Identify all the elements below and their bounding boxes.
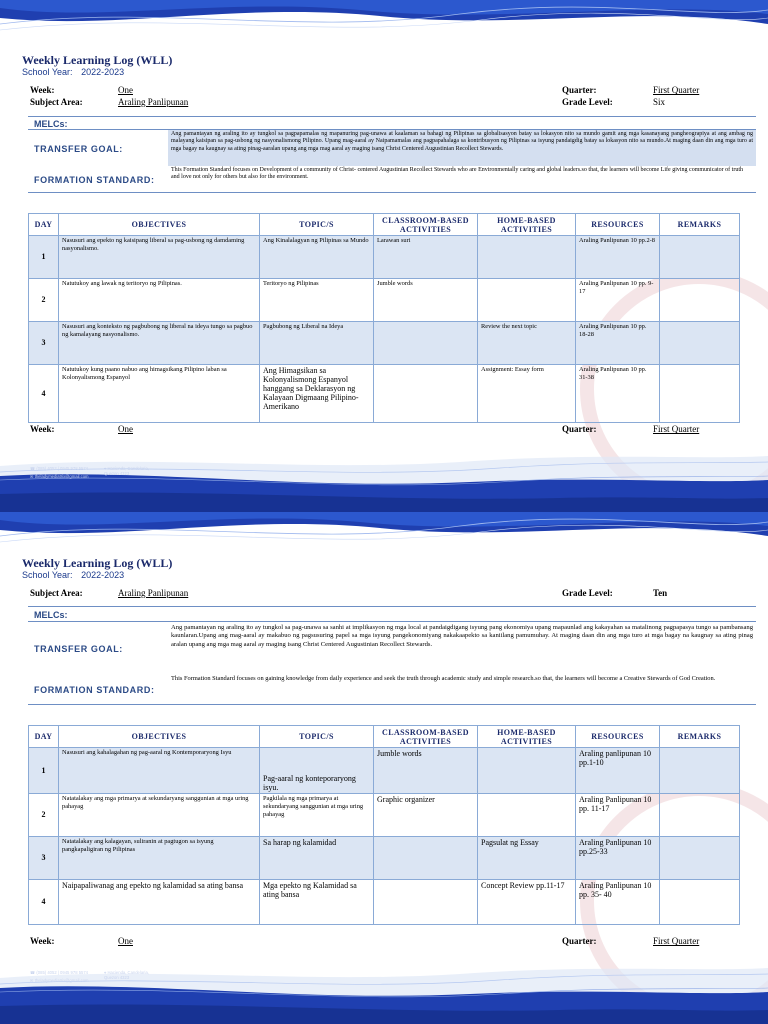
day-cell: 3 <box>29 322 59 365</box>
week-value: One <box>118 85 133 95</box>
topic-cell: Pagbubong ng Liberal na Ideya <box>260 322 374 365</box>
table-row <box>29 880 740 925</box>
table-header-row <box>29 214 740 236</box>
column-header: HOME-BASED ACTIVITIES <box>478 726 576 748</box>
day-cell: 2 <box>29 794 59 837</box>
melcs-label: MELCs: <box>34 610 68 620</box>
contact-address-text: Hacienda, Candelaria, Quezon 4323 <box>104 970 149 980</box>
topic-cell: Teritoryo ng Pilipinas <box>260 279 374 322</box>
day-cell: 1 <box>29 748 59 794</box>
transfer-goal-text: Ang pamantayan ng araling ito ay tungkol sa pag-unawa sa sanhi at implikasyon ng mga local at pandaigdigang isyung pang ekonomiya upang mapaunlad ang kakayahan sa matalinong pagpapasya tungo sa pambansang kaunlaran.Upang ang mag-aaral ay makabuo ng pagsusuring papel sa mga isyung pangekonomiyang nakakaapekto sa kaniilang pamumuhay. At maging daan din ang mga turo at mga bagay na kaugnay sa ating pinag aralan upang ang mga mag aaral ay maging isang Christ Centered Augustinian Recollect Stewards. <box>168 623 756 667</box>
divider <box>28 192 756 193</box>
footer-week-value: One <box>118 936 133 946</box>
objectives-cell: Natatalakay ang mga primarya at sekundaryang sanggunian at mga uring pahayag <box>59 794 260 837</box>
column-header: REMARKS <box>660 726 740 748</box>
transfer-goal-text: Ang pamantayan ng araling ito ay tungkol sa pagpapamalas ng mapanuring pag-unawa at kaalaman sa bahagi ng Pilipinas sa globalisasyon batay sa lokasyon nito sa mundo gamit ang mga kasanayang pangheograpiya at ang ambag ng malayang kaisipan sa pag-usbong ng nasyonalismong Pilipino. Upang mag-aaral ay Naipamamalas ang pagpapahalaga sa kontribusyon ng Pilipinas sa isyung pandaigdig batay sa lokasyon nito sa mundo.At maging daan din ang mga turo at mga bagay na kaugnay sa ating pinag-aaralan upang ang mga mag aaral ay maging isang Christ Centered Augustinian Recollect Stewards. <box>168 130 756 166</box>
table-row <box>29 748 740 794</box>
school-year-value: 2022-2023 <box>81 67 125 77</box>
phone-icon: ☎ <box>30 970 36 975</box>
footer-quarter-value: First Quarter <box>653 936 700 946</box>
location-icon: ⌖ <box>104 970 107 975</box>
formation-standard-text: This Formation Standard focuses on gaining knowledge from daily experience and seek the truth through academic study and simple research.so that, the learners will become a Creative Stewards of God Creation. <box>171 675 716 682</box>
week-label: Week: <box>30 85 55 95</box>
resources-cell: Araling Panlipunan 10 pp. 11-17 <box>576 794 660 837</box>
remarks-cell <box>660 365 740 423</box>
column-header: RESOURCES <box>576 726 660 748</box>
home-activity-cell: Concept Review pp.11-17 <box>478 880 576 925</box>
contact-email-text: theladymediatrix@gmail.com <box>34 978 89 983</box>
classroom-activity-cell <box>374 322 478 365</box>
school-year <box>22 570 124 580</box>
contact-email <box>30 474 89 479</box>
contact-address <box>104 466 150 476</box>
grade-label: Grade Level: <box>562 97 613 107</box>
classroom-activity-cell: Jumble words <box>374 748 478 794</box>
home-activity-cell <box>478 794 576 837</box>
table-row <box>29 236 740 279</box>
day-cell: 4 <box>29 880 59 925</box>
column-header: OBJECTIVES <box>59 726 260 748</box>
column-header: CLASSROOM-BASED ACTIVITIES <box>374 214 478 236</box>
quarter-value: First Quarter <box>653 85 700 95</box>
resources-cell: Araling Panlipunan 10 pp. 9-17 <box>576 279 660 322</box>
objectives-cell: Natutukoy kung paano nabuo ang himagsikang Pilipino laban sa Kolonyalismong Espanyol <box>59 365 260 423</box>
divider <box>28 704 756 705</box>
remarks-cell <box>660 322 740 365</box>
column-header: DAY <box>29 726 59 748</box>
home-activity-cell: Assignment: Essay form <box>478 365 576 423</box>
grade-value: Six <box>653 97 666 107</box>
footer-week-label: Week: <box>30 424 55 434</box>
contact-email <box>30 978 89 983</box>
footer-quarter-label: Quarter: <box>562 424 597 434</box>
divider <box>28 621 756 622</box>
classroom-activity-cell: Graphic organizer <box>374 794 478 837</box>
day-cell: 3 <box>29 837 59 880</box>
column-header: DAY <box>29 214 59 236</box>
table-row <box>29 794 740 837</box>
day-cell: 1 <box>29 236 59 279</box>
topic-cell: Ang Kinalalagyan ng Pilipinas sa Mundo <box>260 236 374 279</box>
log-title: Weekly Learning Log (WLL) <box>22 556 173 570</box>
divider <box>28 606 756 607</box>
objectives-cell: Nasusuri ang epekto ng kaisipang liberal sa pag-usbong ng damdaming nasyonalismo. <box>59 236 260 279</box>
home-activity-cell <box>478 236 576 279</box>
table-row <box>29 279 740 322</box>
school-year <box>22 67 124 77</box>
column-header: TOPIC/S <box>260 214 374 236</box>
remarks-cell <box>660 748 740 794</box>
classroom-activity-cell: Larawan suri <box>374 236 478 279</box>
resources-cell: Araling Panlipunan 10 pp.25-33 <box>576 837 660 880</box>
subject-value: Araling Panlipunan <box>118 588 189 598</box>
classroom-activity-cell <box>374 880 478 925</box>
classroom-activity-cell <box>374 365 478 423</box>
resources-cell: Araling Panlipunan 10 pp. 31-38 <box>576 365 660 423</box>
mail-icon: ✉ <box>30 978 34 983</box>
column-header: RESOURCES <box>576 214 660 236</box>
remarks-cell <box>660 279 740 322</box>
learning-log-table <box>28 725 740 925</box>
column-header: OBJECTIVES <box>59 214 260 236</box>
school-year-value: 2022-2023 <box>81 570 125 580</box>
table-row <box>29 837 740 880</box>
learning-log-table <box>28 213 740 423</box>
topic-cell: Pag-aaral ng konteporaryong isyu. <box>260 748 374 794</box>
contact-email-text: theladymediatrix@gmail.com <box>34 474 89 479</box>
transfer-goal-label: TRANSFER GOAL: <box>34 644 123 654</box>
remarks-cell <box>660 837 740 880</box>
objectives-cell: Natutukoy ang lawak ng teritoryo ng Pilipinas. <box>59 279 260 322</box>
objectives-cell: Nasusuri ang konteksto ng pagbubong ng liberal na ideya tungo sa pagbuo ng kamalayang nasyonalismo. <box>59 322 260 365</box>
table-row <box>29 322 740 365</box>
resources-cell: Araling Panlipunan 10 pp.2-8 <box>576 236 660 279</box>
resources-cell: Araling Panlipunan 10 pp. 35- 40 <box>576 880 660 925</box>
resources-cell: Araling panlipunan 10 pp.1-10 <box>576 748 660 794</box>
column-header: CLASSROOM-BASED ACTIVITIES <box>374 726 478 748</box>
classroom-activity-cell <box>374 837 478 880</box>
home-activity-cell: Pagsulat ng Essay <box>478 837 576 880</box>
remarks-cell <box>660 880 740 925</box>
grade-label: Grade Level: <box>562 588 613 598</box>
phone-icon: ☎ <box>30 466 36 471</box>
day-cell: 2 <box>29 279 59 322</box>
contact-phone-text: (085) 4052 | 0945 978 5574 <box>36 970 89 975</box>
formation-standard-text: This Formation Standard focuses on Development of a community of Christ- centered Augustinian Recollect Stewards who are Environmentally caring and global leaders.so that, the learners will become Life giving communicator of truth and love not only for others but also for the environment. <box>171 167 744 181</box>
subject-label: Subject Area: <box>30 588 83 598</box>
contact-phone-text: (085) 4052 | 0945 978 5574 <box>36 466 89 471</box>
institute-name: THE LADY MEDIATRIX INSTITUTE, INC. <box>30 454 205 463</box>
institute-name: THE LADY MEDIATRIX INSTITUTE, INC. <box>30 958 205 967</box>
contact-address <box>104 970 150 980</box>
topic-cell: Ang Himagsikan sa Kolonyalismong Espanyol hanggang sa Deklarasyon ng Kalayaan Digmaang Pilipino-Amerikano <box>260 365 374 423</box>
formation-standard-label: FORMATION STANDARD: <box>34 685 155 695</box>
contact-phone <box>30 466 88 471</box>
home-activity-cell <box>478 279 576 322</box>
footer-week-label: Week: <box>30 936 55 946</box>
mail-icon: ✉ <box>30 474 34 479</box>
classroom-activity-cell: Jumble words <box>374 279 478 322</box>
page-2-content <box>0 512 768 1024</box>
objectives-cell: Nasusuri ang kahalagahan ng pag-aaral ng Kontemporaryong Isyu <box>59 748 260 794</box>
topic-cell: Mga epekto ng Kalamidad sa ating bansa <box>260 880 374 925</box>
transfer-goal-label: TRANSFER GOAL: <box>34 144 123 154</box>
remarks-cell <box>660 236 740 279</box>
grade-value: Ten <box>653 588 668 598</box>
footer-quarter-label: Quarter: <box>562 936 597 946</box>
home-activity-cell <box>478 748 576 794</box>
melcs-label: MELCs: <box>34 119 68 129</box>
footer-quarter-value: First Quarter <box>653 424 700 434</box>
table-row <box>29 365 740 423</box>
divider <box>28 116 756 117</box>
table-header-row <box>29 726 740 748</box>
column-header: TOPIC/S <box>260 726 374 748</box>
quarter-label: Quarter: <box>562 85 597 95</box>
school-year-label: School Year: <box>22 570 73 580</box>
resources-cell: Araling Panlipunan 10 pp. 18-28 <box>576 322 660 365</box>
objectives-cell: Natatalakay ang kalagayan, suliranin at pagtugon sa isyung pangkapaligiran ng Pilipinas <box>59 837 260 880</box>
column-header: REMARKS <box>660 214 740 236</box>
location-icon: ⌖ <box>104 466 107 471</box>
contact-phone <box>30 970 88 975</box>
day-cell: 4 <box>29 365 59 423</box>
topic-cell: Pagkilala ng mga primarya at sekundaryang sanggunian at mga uring pahayag <box>260 794 374 837</box>
footer-week-value: One <box>118 424 133 434</box>
log-title: Weekly Learning Log (WLL) <box>22 53 173 67</box>
wll-page-2 <box>0 512 768 1024</box>
remarks-cell <box>660 794 740 837</box>
subject-label: Subject Area: <box>30 97 83 107</box>
subject-value: Araling Panlipunan <box>118 97 189 107</box>
school-year-label: School Year: <box>22 67 73 77</box>
contact-address-text: Hacienda, Candelaria, Quezon 4323 <box>104 466 149 476</box>
formation-standard-label: FORMATION STANDARD: <box>34 175 155 185</box>
home-activity-cell: Review the next topic <box>478 322 576 365</box>
column-header: HOME-BASED ACTIVITIES <box>478 214 576 236</box>
objectives-cell: Naipapaliwanag ang epekto ng kalamidad sa ating bansa <box>59 880 260 925</box>
topic-cell: Sa harap ng kalamidad <box>260 837 374 880</box>
